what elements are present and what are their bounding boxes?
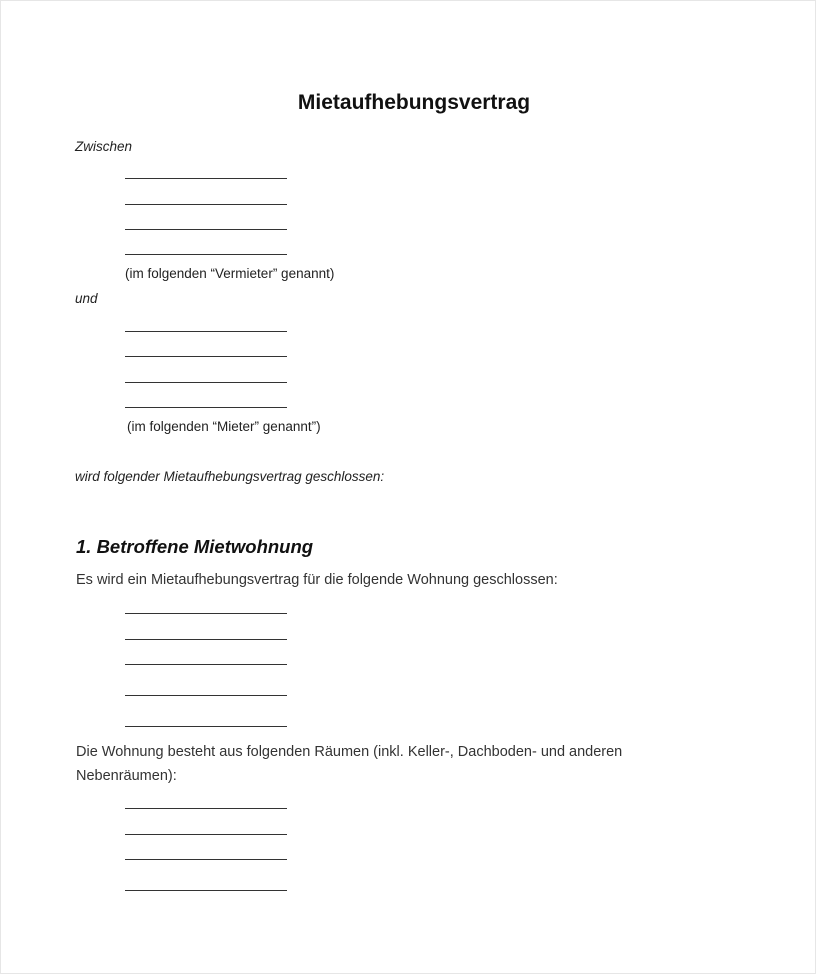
landlord-note: (im folgenden “Vermieter” genannt) [125, 266, 335, 281]
section-1-heading: 1. Betroffene Mietwohnung [76, 536, 314, 557]
rooms-line-1[interactable] [125, 808, 287, 809]
landlord-line-2[interactable] [125, 204, 287, 205]
concluded-text: wird folgender Mietaufhebungsvertrag geschlossen: [75, 469, 385, 484]
apartment-line-3[interactable] [125, 664, 287, 665]
rooms-line-3[interactable] [125, 859, 287, 860]
tenant-note: (im folgenden “Mieter” genannt”) [127, 419, 321, 434]
tenant-line-2[interactable] [125, 356, 287, 357]
apartment-line-2[interactable] [125, 639, 287, 640]
rooms-line-2[interactable] [125, 834, 287, 835]
tenant-line-3[interactable] [125, 382, 287, 383]
between-label: Zwischen [75, 139, 133, 154]
rooms-text-line-1: Die Wohnung besteht aus folgenden Räumen (inkl. Keller-, Dachboden- und anderen [76, 744, 623, 760]
tenant-line-1[interactable] [125, 331, 287, 332]
landlord-line-3[interactable] [125, 229, 287, 230]
apartment-line-1[interactable] [125, 613, 287, 614]
rooms-line-4[interactable] [125, 890, 287, 891]
rooms-text-line-2: Nebenräumen): [76, 768, 177, 784]
landlord-line-4[interactable] [125, 254, 287, 255]
apartment-line-4[interactable] [125, 695, 287, 696]
section-1-intro: Es wird ein Mietaufhebungsvertrag für die folgende Wohnung geschlossen: [76, 572, 558, 588]
tenant-line-4[interactable] [125, 407, 287, 408]
landlord-line-1[interactable] [125, 178, 287, 179]
and-label: und [75, 291, 98, 306]
document-title: Mietaufhebungsvertrag [297, 91, 531, 114]
apartment-line-5[interactable] [125, 726, 287, 727]
